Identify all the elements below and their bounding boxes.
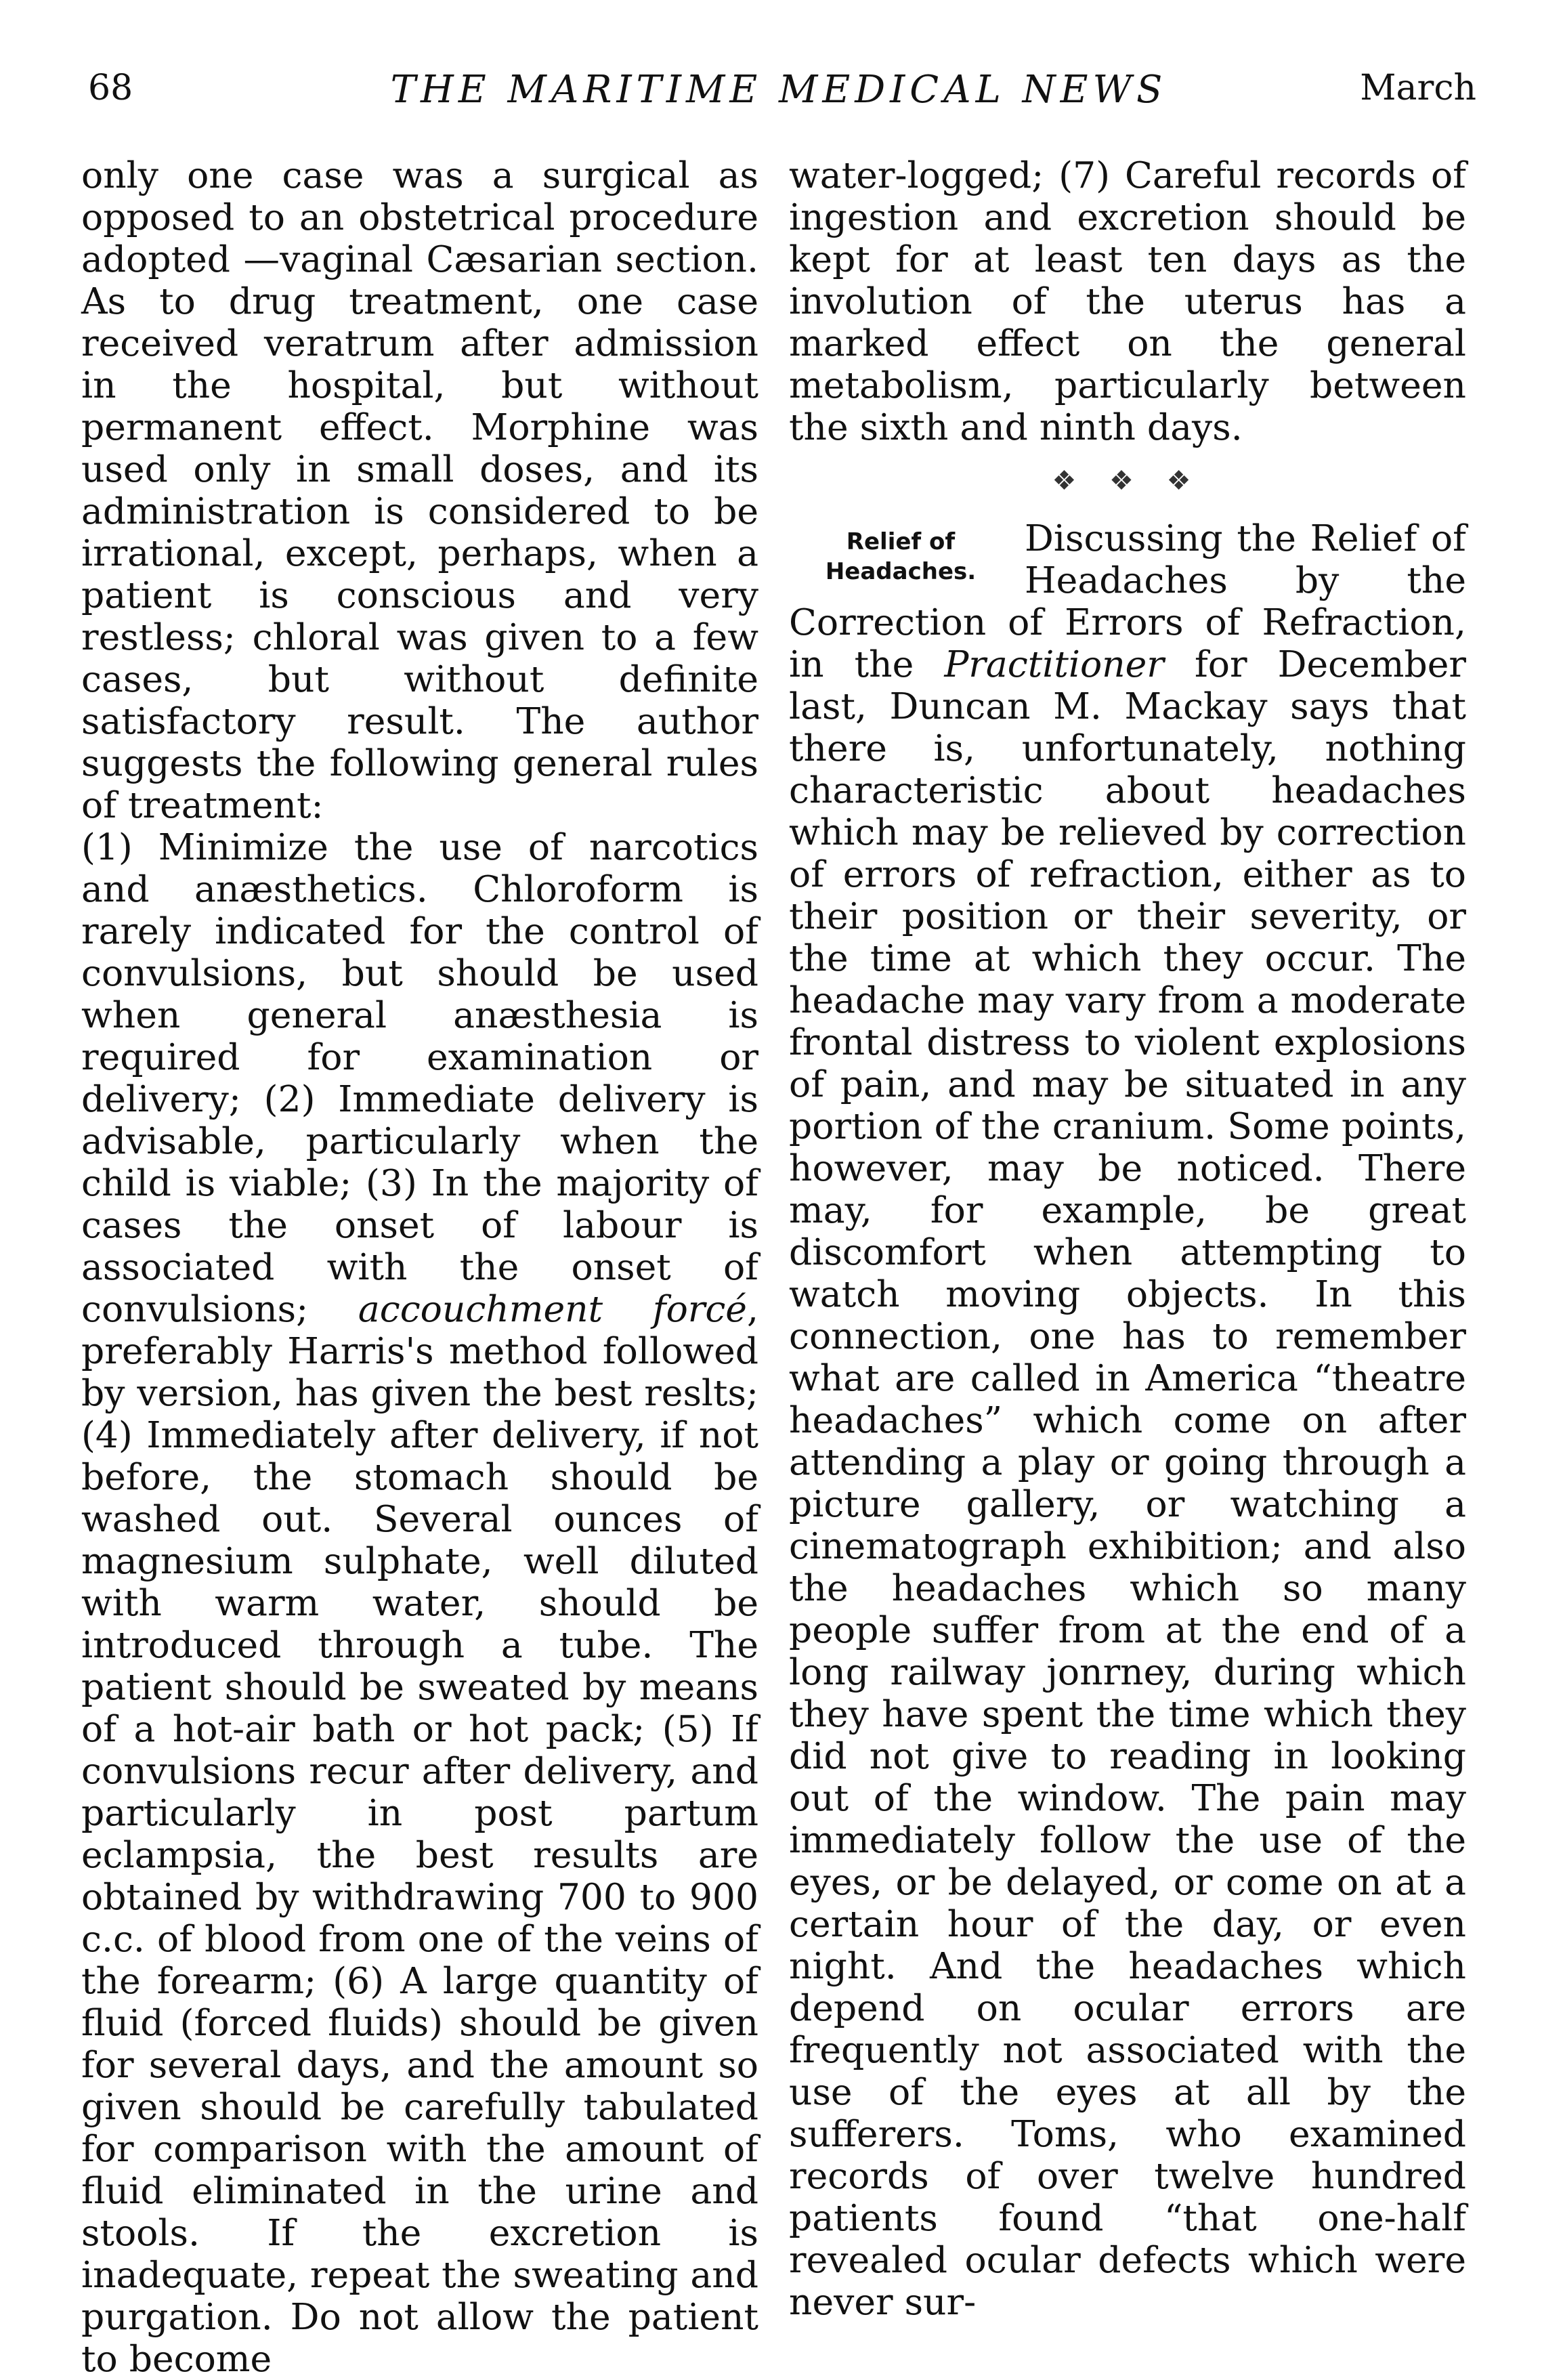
sidehead-line-2: Headaches. <box>825 558 977 585</box>
treatment-rules-italic: accouchment forcé <box>358 1288 747 1330</box>
article-text-b: for December last, Duncan M. Mackay says that there is, unfortunately, nothing characteristic about headaches which may be relieved by correction of errors of refraction, either as to their position or their severity, or the time at which they occur. The headache may vary from a moderate frontal distress to violent explosions of pain, and may be situated in any portion of the cranium. Some points, however, may be noticed. There may, for example, be great discomfort when attempting to watch moving objects. In this connection, one has to remember what are called in America “theatre headaches” which come on after attending a play or going through a picture gallery, or watching a cinematograph exhibition; and also the headaches which so many people suffer from at the end of a long railway jonrney, during which they have spent the time which they did not give to reading in looking out of the window. The pain may immediately follow the use of the eyes, or be delayed, or come on at a certain hour of the day, or even night. And the headaches which depend on ocular errors are frequently not associated with the use of the eyes at all by the sufferers. Toms, who examined records of over twelve hundred patients found “that one-half revealed ocular defects which were never sur- <box>789 643 1466 2323</box>
continuation-paragraph: water-logged; (7) Careful records of ingestion and excretion should be kept for at least ten days as the involution of the uterus has a marked effect on the general metabolism, particularly between the sixth and ninth days. <box>789 154 1466 448</box>
article-sidehead <box>789 527 1012 587</box>
page-header <box>81 68 1476 122</box>
treatment-rules-text-b: , preferably Harris's method followed by version, has given the best reslts; (4) Immediately after delivery, if not before, the stomach should be washed out. Several ounces of magnesium sulphate, well diluted with warm water, should be introduced through a tube. The patient should be sweated by means of a hot-air bath or hot pack; (5) If convulsions recur after delivery, and particularly in post partum eclampsia, the best results are obtained by withdrawing 700 to 900 c.c. of blood from one of the veins of the forearm; (6) A large quantity of fluid (forced fluids) should be given for several days, and the amount so given should be carefully tabulated for comparison with the amount of fluid eliminated in the urine and stools. If the excretion is inadequate, repeat the sweating and purgation. Do not allow the patient to become <box>81 1288 758 2380</box>
headache-article-paragraph <box>789 517 1466 2323</box>
page-number: 68 <box>88 68 133 108</box>
article-text-a: Discussing the Relief of Headaches by the Correction of Errors of Refraction, in the <box>789 517 1466 685</box>
treatment-summary-paragraph: only one case was a surgical as opposed to an obstetrical procedure adopted —vaginal Cæsarian section. As to drug treatment, one case received veratrum after admission in the hospital, but without permanent effect. Morphine was used only in small doses, and its administration is considered to be irrational, except, perhaps, when a patient is conscious and very restless; chloral was given to a few cases, but without definite satisfactory result. The author suggests the following general rules of treatment: <box>81 154 758 826</box>
header-month: March <box>1360 68 1476 108</box>
left-column <box>81 154 758 2380</box>
article-journal-name: Practitioner <box>944 643 1164 685</box>
right-column <box>789 154 1466 2323</box>
journal-title: THE MARITIME MEDICAL NEWS <box>390 68 1168 112</box>
sidehead-line-1: Relief of <box>846 528 956 555</box>
treatment-rules-paragraph <box>81 826 758 2380</box>
section-ornament: ❖ ❖ ❖ <box>1052 465 1203 496</box>
treatment-rules-text-a: (1) Minimize the use of narcotics and anæsthetics. Chloroform is rarely indicated for the control of convulsions, but should be used when general anæsthesia is required for examination or delivery; (2) Immediate delivery is advisable, particularly when the child is viable; (3) In the majority of cases the onset of labour is associated with the onset of convulsions; <box>81 826 758 1330</box>
